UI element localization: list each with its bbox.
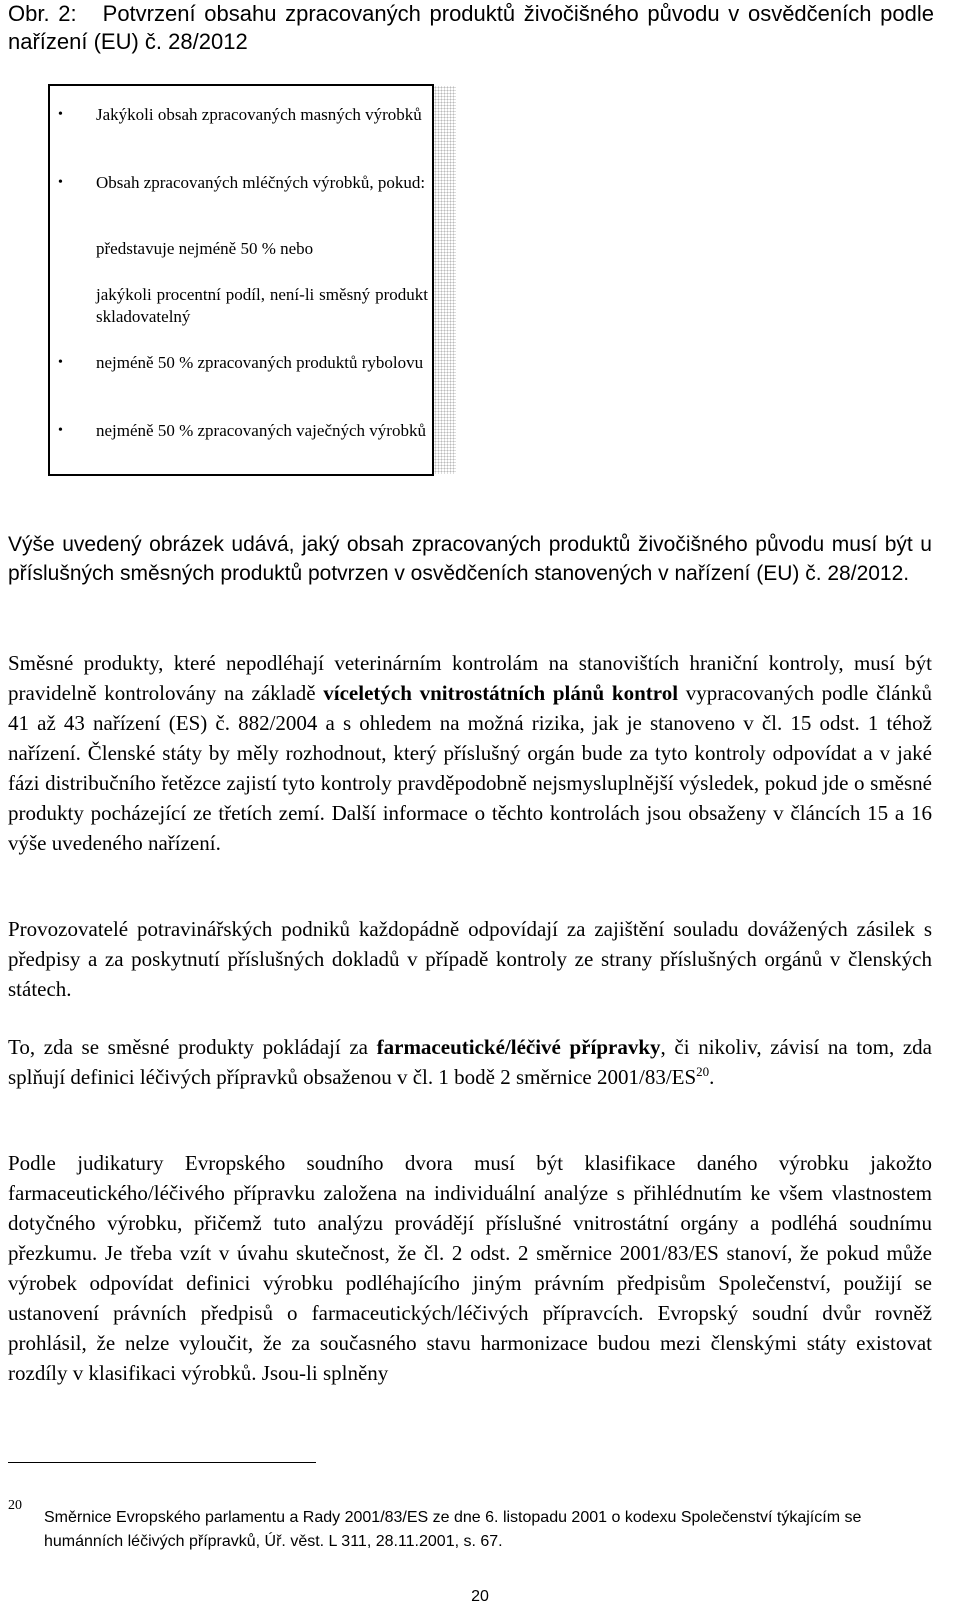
paragraph-4-text-b: , či nikoliv, závisí na tom, zda splňují definici léčivých přípravků obsaženou v čl. 1 bodě 2 směrnice 2001/83/ES xyxy=(8,1035,932,1089)
page-number: 20 xyxy=(471,1588,489,1605)
figure-item-text: nejméně 50 % zpracovaných vaječných výrobků xyxy=(96,421,426,440)
bullet-icon: • xyxy=(58,107,63,122)
figure-item xyxy=(58,352,428,374)
figure-item-text: nejméně 50 % zpracovaných produktů rybolovu xyxy=(96,353,424,372)
paragraph-2-text-a: Směsné produkty, které nepodléhají veterinárním kontrolám na stanovištích hraniční kontroly, musí být pravidelně kontrolovány na základě xyxy=(8,651,932,705)
footnote-mark: 20 xyxy=(8,1498,22,1513)
caption-text: Potvrzení obsahu zpracovaných produktů živočišného původu v osvědčeních podle nařízení (EU) č. 28/2012 xyxy=(8,1,934,54)
figure-item-text: Jakýkoli obsah zpracovaných masných výrobků xyxy=(96,105,422,124)
footnote-separator xyxy=(8,1462,316,1463)
paragraph-4-text-a: To, zda se směsné produkty pokládají za xyxy=(8,1035,377,1059)
bullet-icon: • xyxy=(58,175,63,190)
figure-item-text: Obsah zpracovaných mléčných výrobků, pokud: xyxy=(96,173,426,192)
bullet-icon: • xyxy=(58,423,63,438)
paragraph-5: Podle judikatury Evropského soudního dvora musí být klasifikace daného výrobku jakožto farmaceutického/léčivého přípravku založena na individuální analýze s přihlédnutím ke všem vlastnostem dotyčného výrobku, přičemž tuto analýzu provádějí příslušné vnitrostátní orgány a podléhá soudnímu přezkumu. Je třeba vzít v úvahu skutečnost, že čl. 2 odst. 2 směrnice 2001/83/ES stanoví, že pokud může výrobek odpovídat definici výrobku podléhajícího jiným právním předpisům Společenství, použijí se ustanovení právních předpisů o farmaceutických/léčivých přípravcích. Evropský soudní dvůr rovněž prohlásil, že nelze vyloučit, že za současného stavu harmonizace budou mezi členskými státy existovat rozdíly v klasifikaci výrobků. Jsou-li splněny xyxy=(8,1151,932,1385)
figure-item-text: jakýkoli procentní podíl, není-li směsný produkt skladovatelný xyxy=(96,285,428,326)
paragraph-2 xyxy=(8,648,932,858)
figure-item xyxy=(58,172,428,194)
footnote-text: Směrnice Evropského parlamentu a Rady 2001/83/ES ze dne 6. listopadu 2001 o kodexu Společenství týkajícím se humánních léčivých přípravků, Úř. věst. L 311, 28.11.2001, s. 67. xyxy=(44,1509,862,1550)
paragraph-3: Provozovatelé potravinářských podniků každopádně odpovídají za zajištění souladu dovážených zásilek s předpisy a za poskytnutí příslušných dokladů v případě kontroly ze strany příslušných orgánů v členských státech. xyxy=(8,917,932,1001)
paragraph-1: Výše uvedený obrázek udává, jaký obsah zpracovaných produktů živočišného původu musí být u příslušných směsných produktů potvrzen v osvědčeních stanovených v nařízení (EU) č. 28/2012. xyxy=(8,533,932,585)
figure-item xyxy=(58,104,428,126)
paragraph-4 xyxy=(8,1032,932,1092)
paragraph-2-emphasis: víceletých vnitrostátních plánů kontrol xyxy=(323,681,679,705)
bullet-icon: • xyxy=(58,355,63,370)
figure-box xyxy=(48,84,434,476)
figure-item xyxy=(58,420,428,442)
figure-subitem xyxy=(96,238,428,260)
figure-subitem xyxy=(96,284,428,328)
paragraph-2-text-b: vypracovaných podle článků 41 až 43 nařízení (ES) č. 882/2004 a s ohledem na možná rizika, jak je stanoveno v čl. 15 odst. 1 téhož nařízení. Členské státy by měly rozhodnout, který příslušný orgán bude za tyto kontroly odpovídat a v jaké fázi distribučního řetězce zajistí tyto kontroly pravděpodobně nejsmysluplnější výsledek, pokud jde o směsné produkty pocházející ze třetích zemí. Další informace o těchto kontrolách jsou obsaženy v článcích 15 a 16 výše uvedeného nařízení. xyxy=(8,681,932,855)
paragraph-4-text-c: . xyxy=(709,1065,715,1089)
paragraph-4-emphasis: farmaceutické/léčivé přípravky xyxy=(376,1035,661,1059)
figure-shadow xyxy=(434,86,456,474)
figure-item-text: představuje nejméně 50 % nebo xyxy=(96,239,314,258)
caption-label: Obr. 2: xyxy=(8,1,77,26)
figure-caption xyxy=(8,0,934,56)
footnote-reference: 20 xyxy=(696,1064,710,1079)
